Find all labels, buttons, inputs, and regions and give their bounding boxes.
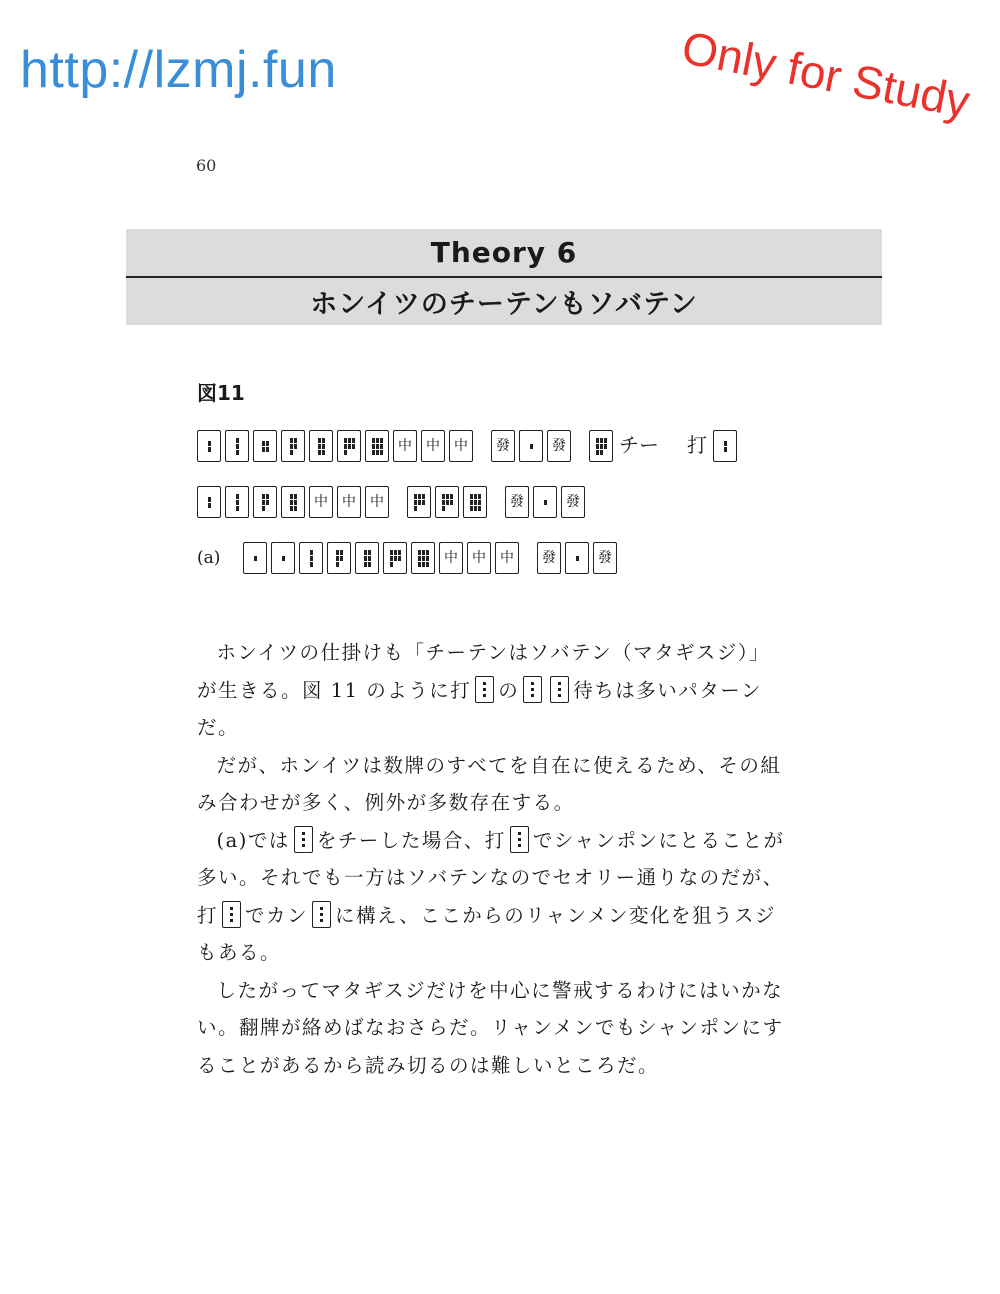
mahjong-tile (337, 430, 361, 462)
mahjong-tile: 發 (547, 430, 571, 462)
mahjong-tile: 發 (537, 542, 561, 574)
tile-icon (510, 826, 529, 853)
discard-text: 打 (687, 433, 707, 457)
paragraph-2: だが、ホンイツは数牌のすべてを自在に使えるため、その組み合わせが多く、例外が多数存在する。 (197, 753, 782, 814)
tile-group (505, 486, 589, 518)
mahjong-tile (533, 486, 557, 518)
mahjong-tile (463, 486, 487, 518)
mahjong-tile (407, 486, 431, 518)
tile-group (243, 542, 523, 574)
watermark-study: Only for Study (677, 20, 974, 128)
mahjong-tile: 中 (309, 486, 333, 518)
mahjong-tile (309, 430, 333, 462)
mahjong-tile (565, 542, 589, 574)
mahjong-tile: 發 (505, 486, 529, 518)
tile-group (491, 430, 575, 462)
mahjong-tile: 中 (467, 542, 491, 574)
mahjong-tile (197, 430, 221, 462)
body-text (197, 634, 787, 1084)
mahjong-tile (713, 430, 737, 462)
page-number: 60 (196, 156, 217, 175)
mahjong-tile (435, 486, 459, 518)
tile-icon (312, 901, 331, 928)
call-text: チー (619, 433, 659, 457)
mahjong-tile: 中 (495, 542, 519, 574)
tile-group (197, 430, 477, 462)
tile-icon (523, 676, 542, 703)
figure-label: 図11 (197, 381, 245, 405)
tile-group (537, 542, 621, 574)
theory-title: ホンイツのチーテンもソバテン (310, 289, 698, 320)
tile-icon (475, 676, 494, 703)
mahjong-tile: 中 (393, 430, 417, 462)
mahjong-tile (589, 430, 613, 462)
tile-icon (222, 901, 241, 928)
paragraph-4: したがってマタギスジだけを中心に警戒するわけにはいかない。翻牌が絡めばなおさらだ。リャンメンでもシャンポンにすることがあるから読み切るのは難しいところだ。 (197, 978, 784, 1077)
text-run: でカン (245, 903, 309, 927)
paragraph-1 (197, 634, 787, 747)
sub-label-a: (a) (197, 548, 221, 568)
mahjong-tile (281, 430, 305, 462)
tile-group (197, 486, 393, 518)
mahjong-tile (243, 542, 267, 574)
mahjong-tile (253, 486, 277, 518)
mahjong-tile (197, 486, 221, 518)
paragraph-3 (197, 822, 787, 972)
theory-number: Theory 6 (430, 236, 578, 269)
text-run: の (498, 678, 520, 702)
mahjong-tile: 中 (365, 486, 389, 518)
text-run: でシャンポンにとることが多い。それでも一方はソバテンなのでセオリー通りなのだが、打 (197, 828, 785, 927)
mahjong-tile: 中 (449, 430, 473, 462)
tile-row-2 (197, 484, 589, 518)
mahjong-tile (225, 430, 249, 462)
tile-group (713, 430, 741, 462)
text-run: (a)では (216, 828, 290, 852)
mahjong-tile: 發 (561, 486, 585, 518)
tile-group (589, 430, 617, 462)
text-run: をチーした場合、打 (316, 828, 506, 852)
mahjong-tile (411, 542, 435, 574)
tile-row-1 (197, 428, 741, 462)
mahjong-tile (365, 430, 389, 462)
mahjong-tile (271, 542, 295, 574)
watermark-url: http://lzmj.fun (20, 41, 337, 99)
mahjong-tile: 發 (593, 542, 617, 574)
text-run: に構え、ここからのリャンメン変化を狙うスジもある。 (197, 903, 777, 964)
theory-header (126, 229, 882, 325)
mahjong-tile (253, 430, 277, 462)
mahjong-tile (355, 542, 379, 574)
mahjong-tile: 發 (491, 430, 515, 462)
text-run: 待ちは多いパターンだ。 (197, 678, 762, 739)
tile-row-3 (243, 540, 621, 574)
mahjong-tile (299, 542, 323, 574)
mahjong-tile: 中 (421, 430, 445, 462)
mahjong-tile (281, 486, 305, 518)
tile-group (407, 486, 491, 518)
mahjong-tile (327, 542, 351, 574)
mahjong-tile (519, 430, 543, 462)
text-run: ホンイツの仕掛けも「チーテンはソバテン（マタギスジ）」が生きる。図 11 のように打 (197, 641, 771, 702)
tile-icon (550, 676, 569, 703)
tile-icon (294, 826, 313, 853)
mahjong-tile (225, 486, 249, 518)
mahjong-tile (383, 542, 407, 574)
mahjong-tile: 中 (337, 486, 361, 518)
mahjong-tile: 中 (439, 542, 463, 574)
